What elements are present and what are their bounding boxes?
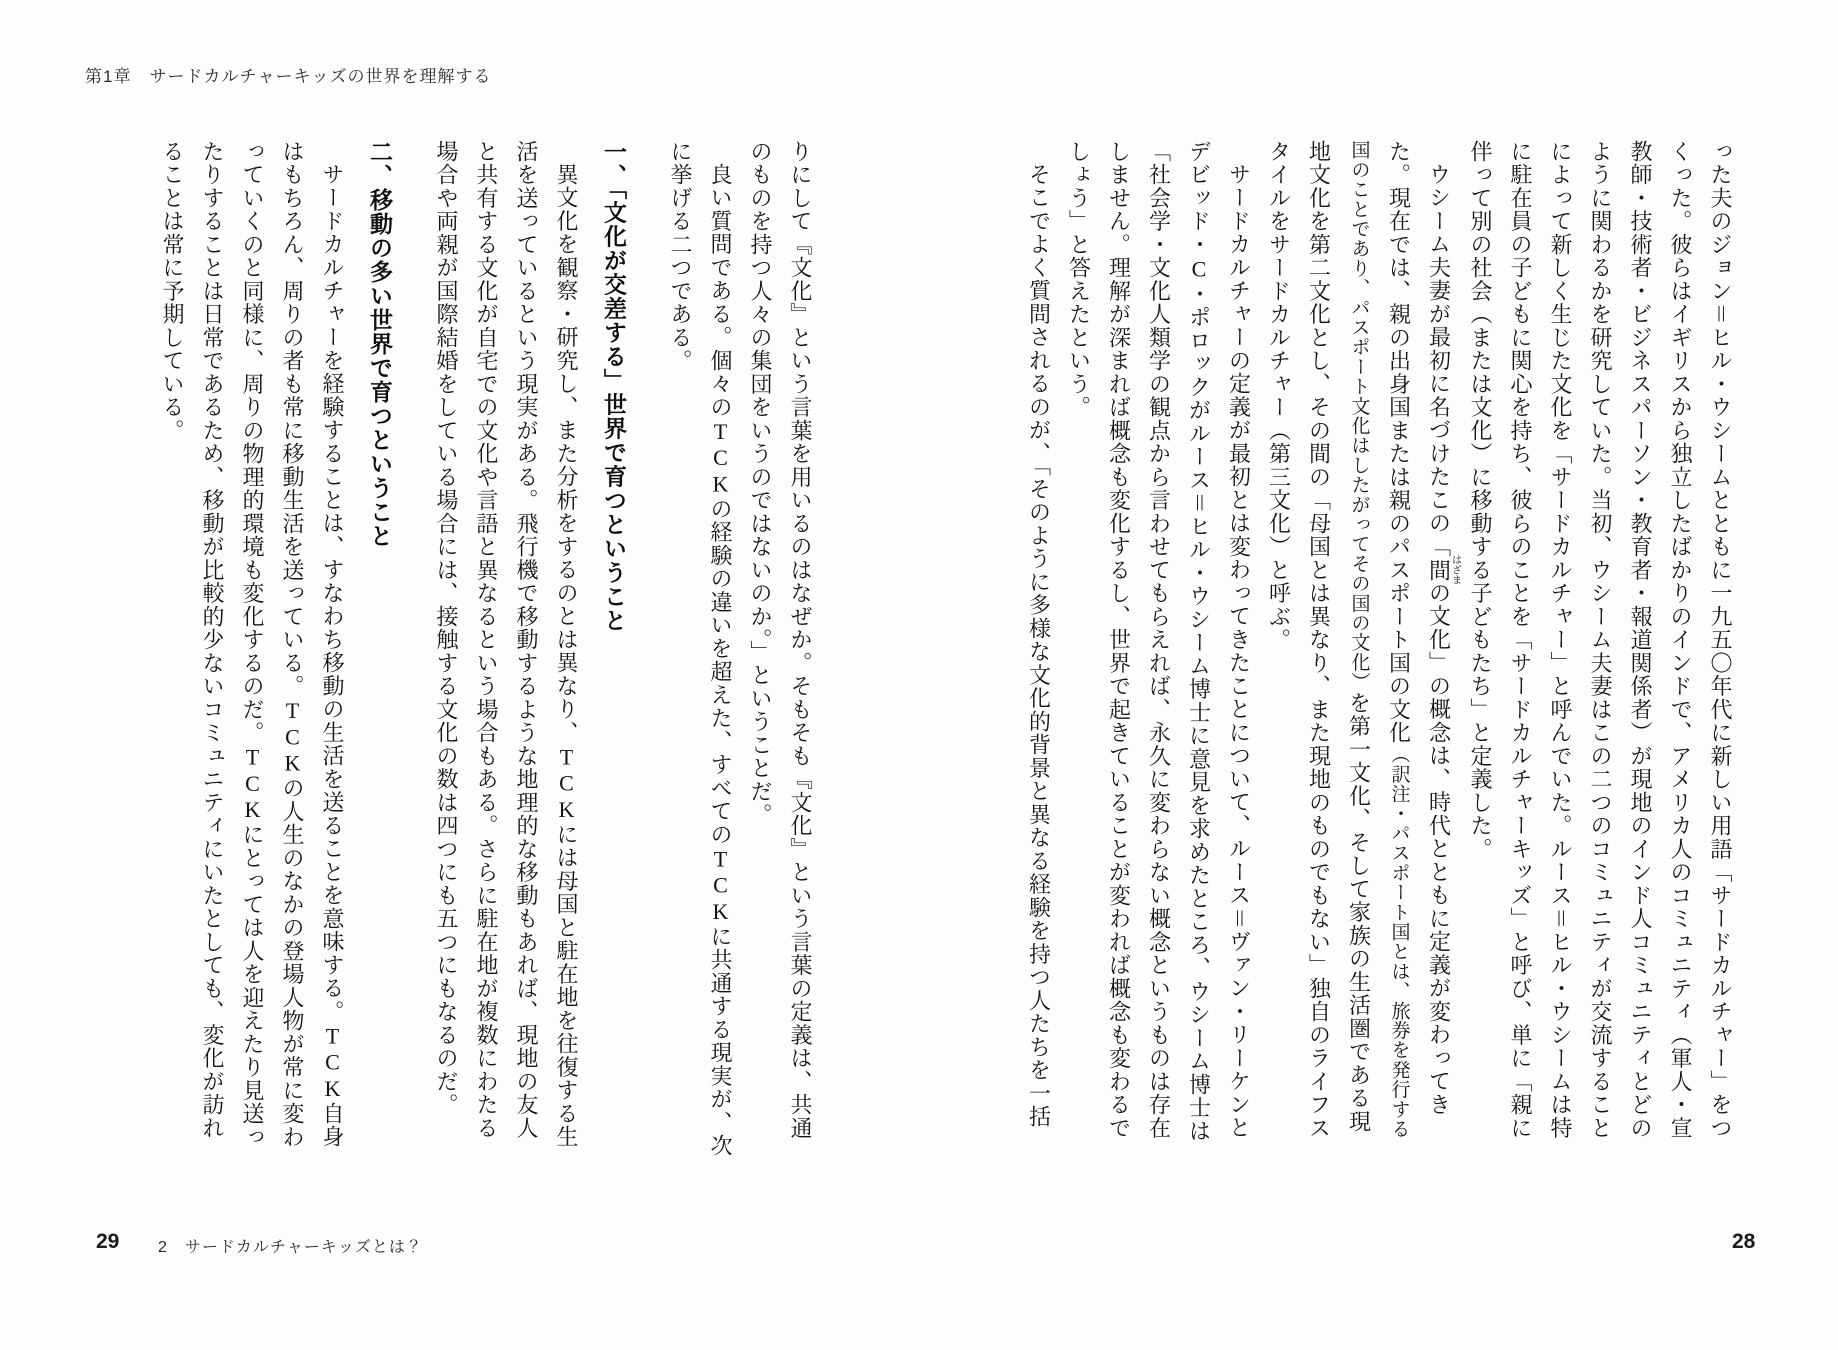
ruby-base: 間 <box>1426 555 1452 586</box>
text-column: に駐在員の子どもに関心を持ち、彼らのことを「サードカルチャーキッズ」と呼び、単に「親に <box>1508 140 1533 1140</box>
text-segment: た。現在では、親の出身国または親のパスポート国の文化 <box>1386 140 1412 745</box>
text-column: 良い質問である。個々のTCKの経験の違いを超えた、すべてのTCKに共通する現実が、次 <box>708 163 733 1158</box>
text-column: ることは常に予期している。 <box>160 140 185 443</box>
text-segment: の文化」の概念は、時代とともに定義が変わってき <box>1426 581 1452 1117</box>
right-page-text-block <box>1020 140 1740 1145</box>
text-column: くった。彼らはイギリスから独立したばかりのインドで、アメリカ人のコミュニティ（軍人・宣 <box>1668 140 1693 1140</box>
text-column: 場合や両親が国際結婚をしている場合には、接触する文化の数は四つにも五つにもなるのだ。 <box>434 140 459 1117</box>
text-column: サードカルチャーの定義が最初とは変わってきたことについて、ルース＝ヴァン・リーケンと <box>1226 163 1252 1140</box>
text-column <box>1379 140 1419 1145</box>
text-column: に挙げる二つである。 <box>668 140 693 373</box>
section-heading-1: 一、「文化が交差する」世界で育つということ <box>601 140 627 633</box>
translator-note-segment: （訳注・パスポート国とは、旅券を発行する <box>1388 744 1410 1139</box>
text-column: った夫のジョン＝ヒル・ウシームとともに一九五〇年代に新しい用語「サードカルチャー」をつ <box>1708 140 1733 1140</box>
text-column: サードカルチャーを経験することは、すなわち移動の生活を送ることを意味する。TCK自身 <box>320 163 345 1149</box>
text-column: 教師・技術者・ビジネスパーソン・教育者・報道関係者）が現地のインド人コミュニティとどの <box>1628 140 1653 1140</box>
chapter-running-head: 第1章 サードカルチャーキッズの世界を理解する <box>85 67 492 86</box>
ruby-text: はざま <box>1449 555 1461 586</box>
text-column: はもちろん、周りの者も常に移動生活を送っている。TCKの人生のなかの登場人物が常に変わ <box>280 140 305 1149</box>
section-running-foot: 2 サードカルチャーキッズとは？ <box>158 1239 423 1256</box>
text-column: 「社会学・文化人類学の観点から言わせてもらえれば、永久に変わらない概念というものは存在 <box>1146 140 1172 1140</box>
text-column: しません。理解が深まれば概念も変化するし、世界で起きていることが変われば概念も変わるで <box>1106 140 1132 1140</box>
text-column: 伴って別の社会（または文化）に移動する子どもたち」と定義した。 <box>1468 140 1493 861</box>
text-column: タイルをサードカルチャー（第三文化）と呼ぶ。 <box>1266 140 1292 652</box>
text-column: 地文化を第二文化とし、その間の「母国とは異なり、また現地のものでもない」独自のライフス <box>1306 140 1332 1140</box>
text-column: しょう」と答えたという。 <box>1066 140 1092 419</box>
text-column: のものを持つ人々の集団をいうのではないのか。」ということだ。 <box>748 140 773 827</box>
text-column: 活を送っているという現実がある。飛行機で移動するような地理的な移動もあれば、現地の友人 <box>514 140 539 1140</box>
text-column: そこでよく質問されるのが、「そのように多様な文化的背景と異なる経験を持つ人たちを一括 <box>1026 163 1052 1129</box>
text-segment: ウシーム夫妻が最初に名づけたこの「 <box>1426 163 1452 559</box>
text-column: 異文化を観察・研究し、また分析をするのとは異なり、TCKには母国と駐在地を往復する生 <box>554 163 579 1149</box>
translator-note-segment: 国のことであり、パスポート文化はしたがってその国の文化） <box>1348 140 1370 692</box>
text-column: りにして『文化』という言葉を用いるのはなぜか。そもそも『文化』という言葉の定義は、共通 <box>788 140 813 1140</box>
ruby-hazama <box>1426 555 1461 586</box>
text-column: たりすることは日常であるため、移動が比較的少ないコミュニティにいたとしても、変化が訪れ <box>200 140 225 1140</box>
text-column <box>1339 140 1379 1145</box>
page-number-right: 28 <box>1732 1230 1756 1253</box>
text-column: デビッド・C・ポロックがルース＝ヒル・ウシーム博士に意見を求めたところ、ウシーム博士は <box>1186 140 1212 1143</box>
left-page-text-block <box>152 140 820 1158</box>
text-segment: を第一文化、そして家族の生活圏である現 <box>1346 691 1372 1134</box>
text-column: ように関わるかを研究していた。当初、ウシーム夫妻はこの二つのコミュニティが交流すること <box>1588 140 1613 1140</box>
page-number-left: 29 <box>96 1230 120 1253</box>
text-column: によって新しく生じた文化を「サードカルチャー」と呼んでいた。ルース＝ヒル・ウシームは特 <box>1548 140 1573 1140</box>
text-column: っていくのと同様に、周りの物理的環境も変化するのだ。TCKにとっては人を迎えたり見送っ <box>240 140 265 1149</box>
text-column <box>1419 140 1461 1145</box>
section-heading-2: 二、移動の多い世界で育つということ <box>367 140 393 548</box>
text-column: と共有する文化が自宅での文化や言語と異なるという場合もある。さらに駐在地が複数にわたる <box>474 140 499 1140</box>
